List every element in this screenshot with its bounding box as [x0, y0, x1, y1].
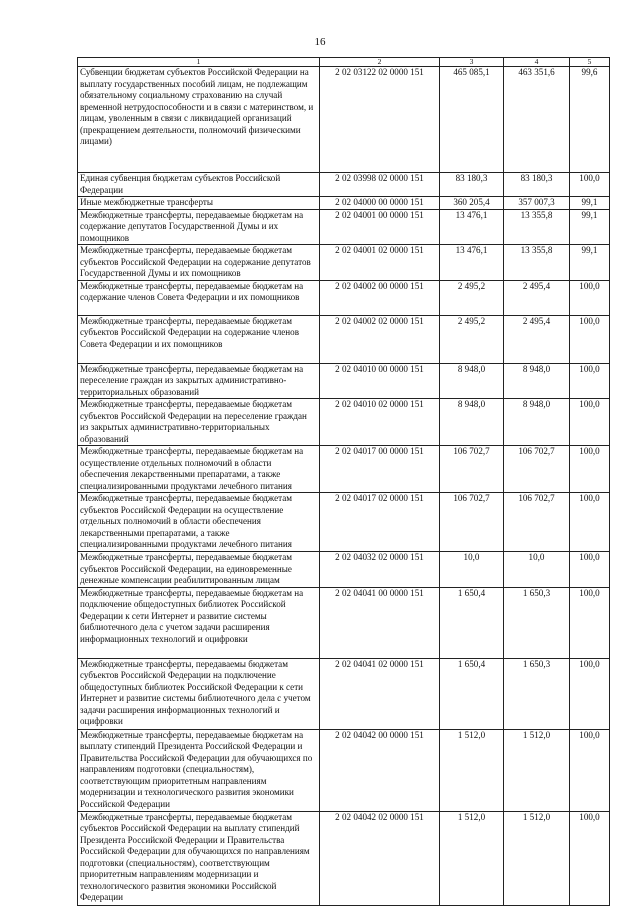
row-fact-value: 13 355,8 — [504, 209, 570, 245]
row-fact-value: 10,0 — [504, 552, 570, 588]
row-name: Межбюджетные трансферты, передаваемые бюджетам на выплату стипендий Президента Российской Федерации и Правительства Российской Федерации для обучающихся по направлениям подготовки (специальностям), соответствующим приоритетным направлениям модернизации и технологического развития экономики Российской Федерации — [78, 729, 320, 811]
row-code: 2 02 04017 02 0000 151 — [320, 493, 440, 552]
table-row — [78, 658, 610, 729]
row-code: 2 02 03122 02 0000 151 — [320, 67, 440, 173]
row-percent: 100,0 — [570, 552, 610, 588]
row-code: 2 02 04041 00 0000 151 — [320, 587, 440, 658]
row-fact-value: 2 495,4 — [504, 315, 570, 363]
row-plan-value: 465 085,1 — [440, 67, 504, 173]
table-row — [78, 280, 610, 315]
column-number: 4 — [504, 58, 570, 67]
row-name: Межбюджетные трансферты, передаваемые бюджетам на переселение граждан из закрытых административно-территориальных образований — [78, 363, 320, 399]
row-plan-value: 1 512,0 — [440, 811, 504, 905]
column-number: 1 — [78, 58, 320, 67]
row-percent: 99,6 — [570, 67, 610, 173]
table-row — [78, 552, 610, 588]
row-percent: 100,0 — [570, 729, 610, 811]
row-percent: 100,0 — [570, 446, 610, 493]
row-name: Межбюджетные трансферты, передаваемые бюджетам на осуществление отдельных полномочий в области обеспечения лекарственными препаратами, а также специализированными продуктами лечебного питания — [78, 446, 320, 493]
row-name: Межбюджетные трансферты, передаваемые бюджетам субъектов Российской Федерации на выплату стипендий Президента Российской Федерации и Правительства Российской Федерации для обучающихся по направлениям подготовки (специальностям), соответствующим приоритетным направлениям модернизации и технологического развития экономики Российской Федерации — [78, 811, 320, 905]
column-number: 3 — [440, 58, 504, 67]
row-plan-value: 106 702,7 — [440, 446, 504, 493]
row-percent: 100,0 — [570, 363, 610, 399]
table-row — [78, 811, 610, 905]
table-row — [78, 493, 610, 552]
table-row — [78, 209, 610, 245]
row-name: Межбюджетные трансферты, передаваемые бюджетам субъектов Российской Федерации на содержание членов Совета Федерации и их помощников — [78, 315, 320, 363]
row-percent: 100,0 — [570, 811, 610, 905]
row-percent: 99,1 — [570, 197, 610, 210]
row-plan-value: 360 205,4 — [440, 197, 504, 210]
row-name: Межбюджетные трансферты, передаваемые бюджетам на содержание членов Совета Федерации и их помощников — [78, 280, 320, 315]
row-fact-value: 13 355,8 — [504, 245, 570, 281]
row-code: 2 02 03998 02 0000 151 — [320, 173, 440, 197]
table-row — [78, 363, 610, 399]
row-fact-value: 357 007,3 — [504, 197, 570, 210]
row-fact-value: 8 948,0 — [504, 363, 570, 399]
row-fact-value: 1 512,0 — [504, 811, 570, 905]
row-fact-value: 463 351,6 — [504, 67, 570, 173]
row-code: 2 02 04042 02 0000 151 — [320, 811, 440, 905]
row-code: 2 02 04002 00 0000 151 — [320, 280, 440, 315]
row-code: 2 02 04001 00 0000 151 — [320, 209, 440, 245]
row-plan-value: 1 650,4 — [440, 658, 504, 729]
column-number: 2 — [320, 58, 440, 67]
page-number: 16 — [314, 36, 326, 48]
budget-table — [77, 57, 610, 906]
row-code: 2 02 04000 00 0000 151 — [320, 197, 440, 210]
row-plan-value: 13 476,1 — [440, 245, 504, 281]
row-name: Иные межбюджетные трансферты — [78, 197, 320, 210]
row-name: Межбюджетные трансферты, передаваемые бюджетам на содержание депутатов Государственной Думы и их помощников — [78, 209, 320, 245]
table-row — [78, 245, 610, 281]
row-code: 2 02 04010 00 0000 151 — [320, 363, 440, 399]
row-plan-value: 8 948,0 — [440, 363, 504, 399]
table-row — [78, 729, 610, 811]
row-code: 2 02 04002 02 0000 151 — [320, 315, 440, 363]
row-name: Межбюджетные трансферты, передаваемые бюджетам субъектов Российской Федерации на переселение граждан из закрытых административно-территориальных образований — [78, 399, 320, 446]
table-row — [78, 315, 610, 363]
row-code: 2 02 04042 00 0000 151 — [320, 729, 440, 811]
row-code: 2 02 04032 02 0000 151 — [320, 552, 440, 588]
row-plan-value: 8 948,0 — [440, 399, 504, 446]
row-code: 2 02 04010 02 0000 151 — [320, 399, 440, 446]
row-fact-value: 1 650,3 — [504, 658, 570, 729]
row-name: Субвенции бюджетам субъектов Российской Федерации на выплату государственных пособий лицам, не подлежащим обязательному социальному страхованию на случай временной нетрудоспособности и в связи с материнством, и лицам, уволенным в связи с ликвидацией организаций (прекращением деятельности, полномочий физическими лицами) — [78, 67, 320, 173]
row-fact-value: 83 180,3 — [504, 173, 570, 197]
row-name: Межбюджетные трансферты, передаваемые бюджетам субъектов Российской Федерации, на единовременные денежные компенсации реабилитированным лицам — [78, 552, 320, 588]
row-plan-value: 10,0 — [440, 552, 504, 588]
row-name: Межбюджетные трансферты, передаваемые бюджетам на подключение общедоступных библиотек Российской Федерации к сети Интернет и развитие системы библиотечного дела с учетом задачи расширения информационных технологий и оцифровки — [78, 587, 320, 658]
column-number: 5 — [570, 58, 610, 67]
row-percent: 99,1 — [570, 245, 610, 281]
table-row — [78, 587, 610, 658]
row-percent: 99,1 — [570, 209, 610, 245]
row-fact-value: 1 650,3 — [504, 587, 570, 658]
row-plan-value: 1 512,0 — [440, 729, 504, 811]
table-row — [78, 399, 610, 446]
row-percent: 100,0 — [570, 493, 610, 552]
row-plan-value: 1 650,4 — [440, 587, 504, 658]
column-number-row — [78, 58, 610, 67]
row-plan-value: 13 476,1 — [440, 209, 504, 245]
row-plan-value: 2 495,2 — [440, 315, 504, 363]
row-name: Межбюджетные трансферты, передаваемы бюджетам субъектов Российской Федерации на подключение общедоступных библиотек Российской Федерации к сети Интернет и развитие системы библиотечного дела с учетом задачи расширения информационных технологий и оцифровки — [78, 658, 320, 729]
row-percent: 100,0 — [570, 587, 610, 658]
row-fact-value: 106 702,7 — [504, 446, 570, 493]
table-row — [78, 173, 610, 197]
row-name: Единая субвенция бюджетам субъектов Российской Федерации — [78, 173, 320, 197]
row-fact-value: 106 702,7 — [504, 493, 570, 552]
row-code: 2 02 04041 02 0000 151 — [320, 658, 440, 729]
row-plan-value: 2 495,2 — [440, 280, 504, 315]
table-row — [78, 197, 610, 210]
row-percent: 100,0 — [570, 399, 610, 446]
row-percent: 100,0 — [570, 658, 610, 729]
row-name: Межбюджетные трансферты, передаваемые бюджетам субъектов Российской Федерации на содержание депутатов Государственной Думы и их помощников — [78, 245, 320, 281]
table-row — [78, 67, 610, 173]
row-percent: 100,0 — [570, 173, 610, 197]
row-code: 2 02 04001 02 0000 151 — [320, 245, 440, 281]
row-fact-value: 2 495,4 — [504, 280, 570, 315]
row-percent: 100,0 — [570, 280, 610, 315]
row-fact-value: 1 512,0 — [504, 729, 570, 811]
row-code: 2 02 04017 00 0000 151 — [320, 446, 440, 493]
row-plan-value: 106 702,7 — [440, 493, 504, 552]
row-percent: 100,0 — [570, 315, 610, 363]
table-row — [78, 446, 610, 493]
row-fact-value: 8 948,0 — [504, 399, 570, 446]
row-name: Межбюджетные трансферты, передаваемые бюджетам субъектов Российской Федерации на осуществление отдельных полномочий в области обеспечения лекарственными препаратами, а также специализированными продуктами лечебного питания — [78, 493, 320, 552]
row-plan-value: 83 180,3 — [440, 173, 504, 197]
